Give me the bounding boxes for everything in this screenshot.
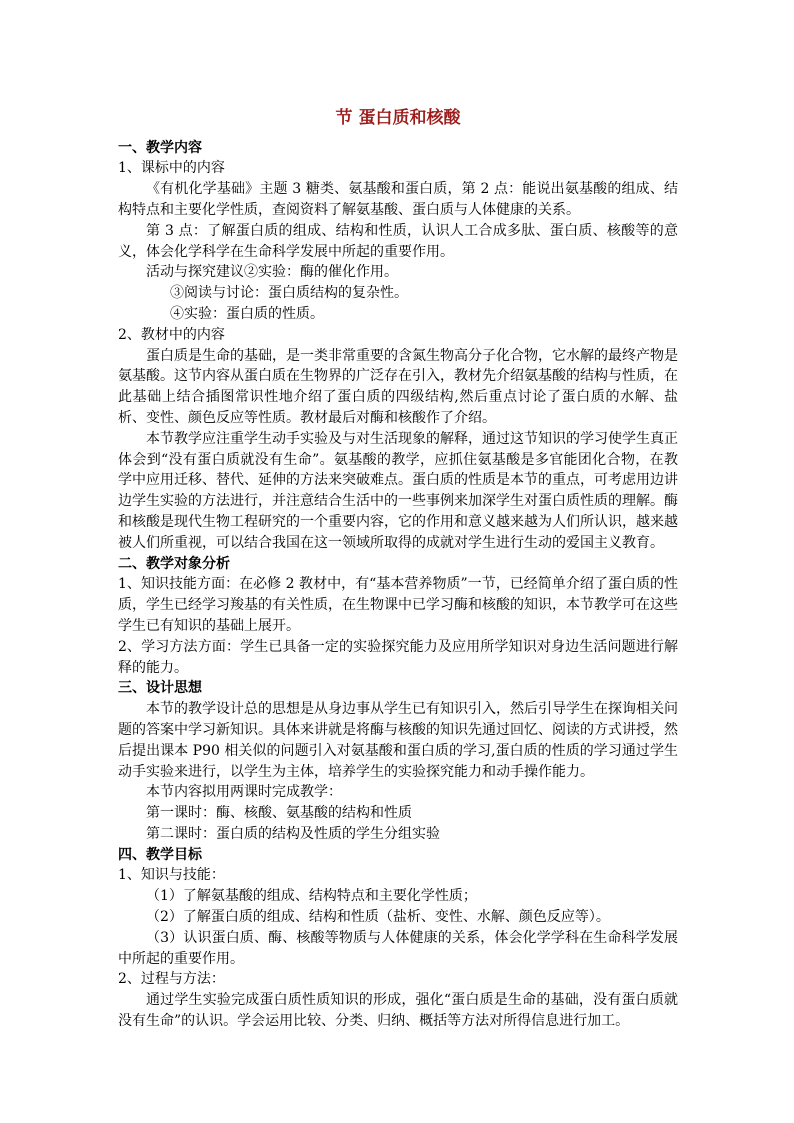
paragraph: ③阅读与讨论：蛋白质结构的复杂性。	[170, 285, 408, 302]
paragraph: （3）认识蛋白质、酶、核酸等物质与人体健康的关系，体会化学学科在生命科学发展中所起的重要作用。	[118, 929, 678, 967]
paragraph: 本节的教学设计总的思想是从身边事从学生已有知识引入，然后引导学生在探询相关问题的答案中学习新知识。具体来讲就是将酶与核酸的知识先通过回忆、阅读的方式讲授，然后提出课本 P90 相关似的问题引入对氨基酸和蛋白质的学习,蛋白质的性质的学习通过学生动手实验来进行，以学生为主体，培养学生的实验探究能力和动手操作能力。	[118, 701, 678, 780]
paragraph: 第二课时：蛋白质的结构及性质的学生分组实验	[146, 825, 440, 842]
subsection-heading: 2、教材中的内容	[118, 326, 225, 343]
paragraph: 本节内容拟用两课时完成教学：	[146, 784, 342, 801]
document-body	[118, 106, 678, 1032]
paragraph: （2）了解蛋白质的组成、结构和性质（盐析、变性、水解、颜色反应等）。	[146, 909, 610, 926]
paragraph: ④实验：蛋白质的性质。	[170, 305, 324, 322]
section-student-analysis	[118, 554, 678, 679]
section-teaching-content	[118, 138, 678, 554]
paragraph: 1、知识技能方面：在必修 2 教材中，有“基本营养物质”一节，已经简单介绍了蛋白质的性质，学生已经学习羧基的有关性质，在生物课中已学习酶和核酸的知识，本节教学可在这些学生已有知识的基础上展开。	[118, 576, 678, 634]
page-title: 节 蛋白质和核酸	[335, 108, 461, 128]
section-heading: 三、设计思想	[118, 680, 202, 697]
section-heading: 一、教学内容	[118, 139, 202, 156]
paragraph: 第 3 点：了解蛋白质的组成、结构和性质，认识人工合成多肽、蛋白质、核酸等的意义，体会化学科学在生命科学发展中所起的重要作用。	[118, 222, 678, 260]
section-heading: 四、教学目标	[118, 846, 202, 863]
paragraph: 通过学生实验完成蛋白质性质知识的形成，强化“蛋白质是生命的基础，没有蛋白质就没有生命”的认识。学会运用比较、分类、归纳、概括等方法对所得信息进行加工。	[118, 992, 678, 1030]
paragraph: 第一课时：酶、核酸、氨基酸的结构和性质	[146, 805, 412, 822]
subsection-heading: 1、课标中的内容	[118, 160, 225, 177]
paragraph: 活动与探究建议②实验：酶的催化作用。	[146, 264, 398, 281]
section-teaching-goals	[118, 845, 678, 1032]
section-design-idea	[118, 678, 678, 844]
paragraph: 《有机化学基础》主题 3 糖类、氨基酸和蛋白质，第 2 点：能说出氨基酸的组成、结构特点和主要化学性质，查阅资料了解氨基酸、蛋白质与人体健康的关系。	[118, 181, 678, 218]
paragraph: 本节教学应注重学生动手实验及与对生活现象的解释，通过这节知识的学习使学生真正体会到“没有蛋白质就没有生命”。氨基酸的教学，应抓住氨基酸是多官能团化合物，在教学中应用迁移、替代、延伸的方法来突破难点。蛋白质的性质是本节的重点，可考虑用边讲边学生实验的方法进行，并注意结合生活中的一些事例来加深学生对蛋白质性质的理解。酶和核酸是现代生物工程研究的一个重要内容，它的作用和意义越来越为人们所认识，越来越被人们所重视，可以结合我国在这一领域所取得的成就对学生进行生动的爱国主义教育。	[118, 430, 678, 551]
paragraph: 2、学习方法方面：学生已具备一定的实验探究能力及应用所学知识对身边生活问题进行解释的能力。	[118, 638, 678, 676]
paragraph: 蛋白质是生命的基础，是一类非常重要的含氮生物高分子化合物，它水解的最终产物是氨基酸。这节内容从蛋白质在生物界的广泛存在引入，教材先介绍氨基酸的结构与性质，在此基础上结合插图常识性地介绍了蛋白质的四级结构,然后重点讨论了蛋白质的水解、盐析、变性、颜色反应等性质。教材最后对酶和核酸作了介绍。	[118, 347, 678, 426]
section-heading: 二、教学对象分析	[118, 555, 230, 572]
subsection-heading: 2、过程与方法：	[118, 971, 225, 988]
subsection-heading: 1、知识与技能：	[118, 867, 225, 884]
paragraph: （1）了解氨基酸的组成、结构特点和主要化学性质；	[146, 888, 477, 905]
